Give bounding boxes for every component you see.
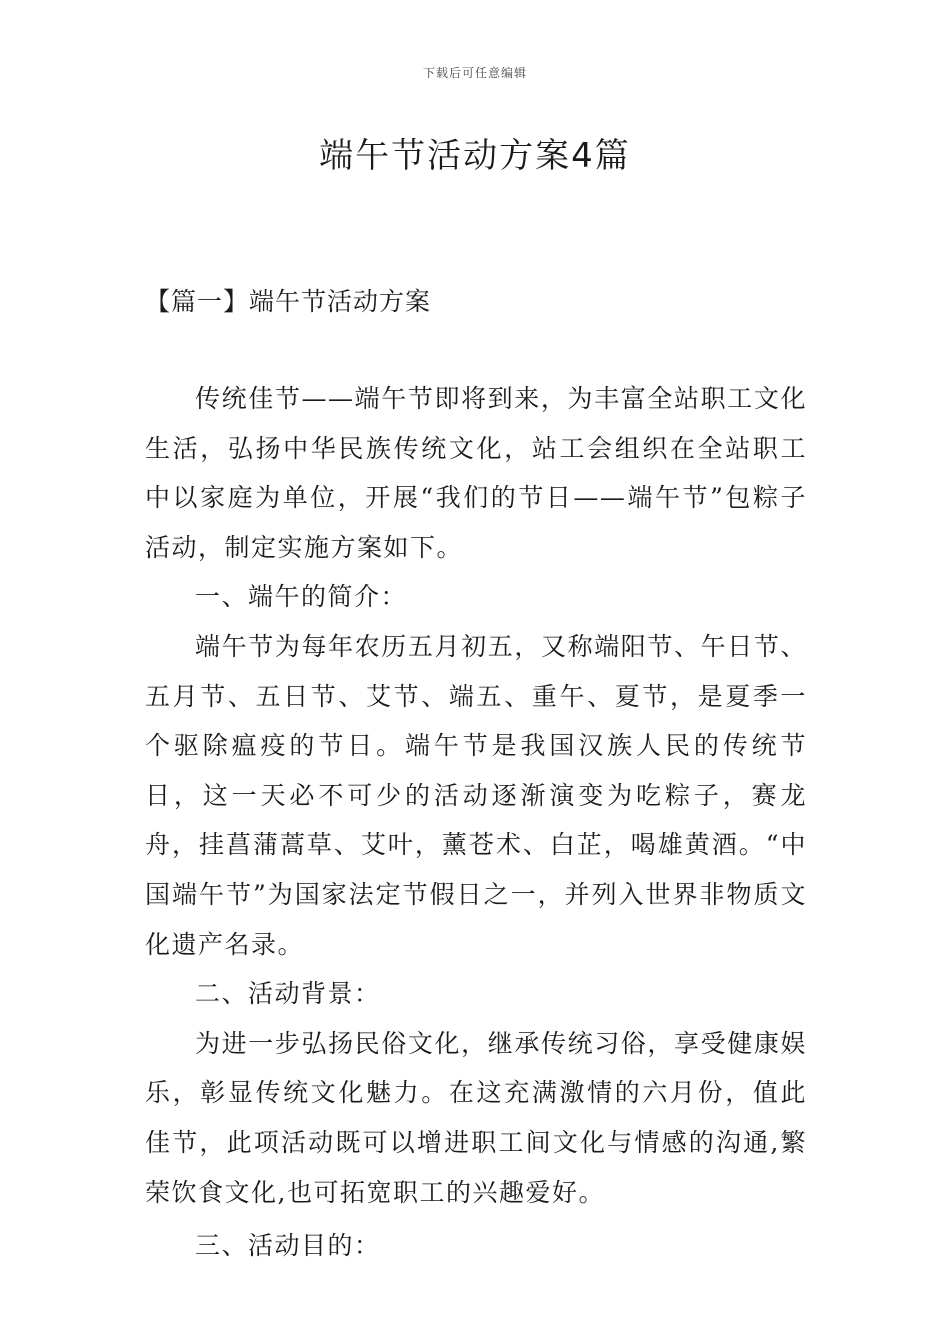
document-title: 端午节活动方案4篇 [319,136,631,176]
paragraph-introduction: 端午节为每年农历五月初五，又称端阳节、午日节、五月节、五日节、艾节、端五、重午、夏节，是夏季一个驱除瘟疫的节日。端午节是我国汉族人民的传统节日，这一天必不可少的活动逐渐演变为吃粽子，赛龙舟，挂菖蒲蒿草、艾叶，薰苍术、白芷，喝雄黄酒。“中国端午节”为国家法定节假日之一，并列入世界非物质文化遗产名录。 [145,631,807,959]
document-body [145,374,807,1271]
subheading-introduction: 一、端午的简介： [195,582,408,612]
paragraph-background: 为进一步弘扬民俗文化，继承传统习俗，享受健康娱乐，彰显传统文化魅力。在这充满激情的六月份，值此佳节，此项活动既可以增进职工间文化与情感的沟通,繁荣饮食文化,也可拓宽职工的兴趣爱好。 [145,1028,807,1207]
paragraph-intro: 传统佳节——端午节即将到来，为丰富全站职工文化生活，弘扬中华民族传统文化，站工会组织在全站职工中以家庭为单位，开展“我们的节日——端午节”包粽子活动，制定实施方案如下。 [145,384,807,562]
subheading-background: 二、活动背景： [195,979,381,1009]
subheading-purpose: 三、活动目的： [195,1231,381,1261]
page-header-note: 下载后可任意编辑 [422,66,527,80]
section-heading: 【篇一】端午节活动方案 [145,287,432,316]
